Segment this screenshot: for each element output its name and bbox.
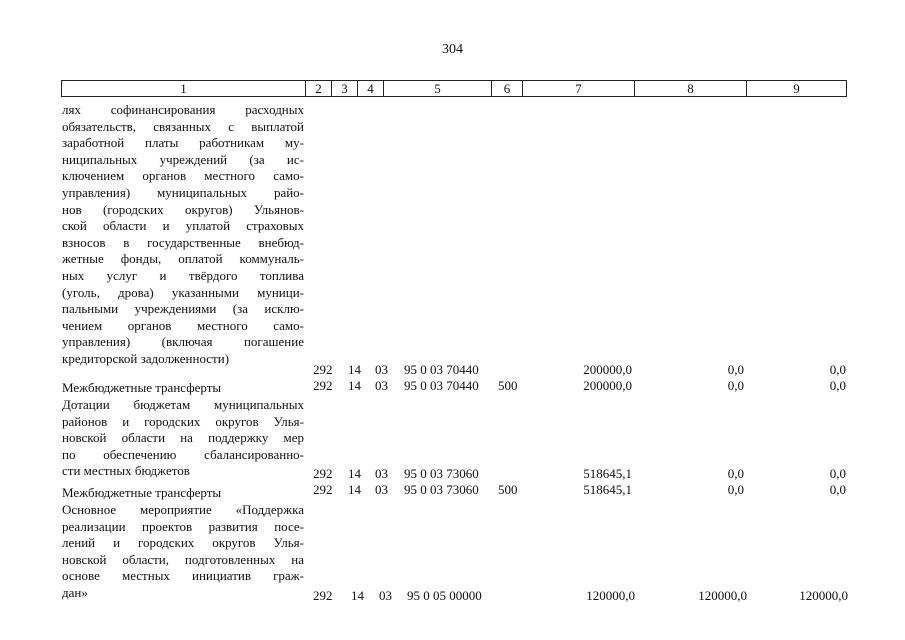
description-line: обязательств, связанных с выплатой (62, 118, 304, 134)
cell-c2: 292 (313, 588, 333, 603)
description-line: лях софинансирования расходных (62, 102, 304, 117)
description-line: Основное мероприятие «Поддержка (62, 502, 304, 517)
cell-c6: 500 (498, 482, 518, 497)
header-col-2: 2 (306, 81, 332, 96)
description-line: управления) муниципальных райо- (62, 184, 304, 200)
header-col-1: 1 (62, 81, 306, 96)
cell-c9: 0,0 (829, 466, 846, 481)
description-line: ключением органов местного само- (62, 168, 304, 184)
cell-c2: 292 (313, 466, 333, 481)
cell-c2: 292 (313, 378, 333, 393)
cell-c3: 14 (348, 466, 361, 481)
description-line: основе местных инициатив граж- (62, 568, 304, 584)
description-line: новской области, подготовленных на (62, 551, 304, 567)
cell-c5: 95 0 03 73060 (404, 482, 479, 497)
cell-c9: 120000,0 (799, 588, 848, 603)
header-col-7: 7 (523, 81, 635, 96)
description-line: кредиторской задолженности) (62, 350, 230, 366)
cell-c8: 0,0 (727, 378, 744, 393)
cell-c8: 0,0 (727, 482, 744, 497)
cell-c2: 292 (313, 482, 333, 497)
row-description (62, 102, 304, 368)
cell-c2: 292 (313, 362, 333, 377)
cell-c3: 14 (348, 378, 361, 393)
description-line: заработной платы работникам му- (62, 135, 304, 151)
cell-c8: 0,0 (727, 362, 744, 377)
cell-c4: 03 (375, 378, 388, 393)
cell-c4: 03 (379, 588, 392, 603)
header-col-9: 9 (793, 81, 800, 96)
description-line: лений и городских округов Улья- (62, 535, 304, 551)
cell-c7: 200000,0 (583, 378, 632, 393)
row-description (62, 380, 304, 397)
description-line: чением органов местного само- (62, 317, 304, 333)
description-line: районов и городских округов Улья- (62, 413, 304, 429)
cell-c7: 518645,1 (583, 482, 632, 497)
cell-c7: 518645,1 (583, 466, 632, 481)
description-line: реализации проектов развития посе- (62, 518, 304, 534)
cell-c7: 200000,0 (583, 362, 632, 377)
description-line: Дотации бюджетам муниципальных (62, 397, 304, 412)
cell-c9: 0,0 (829, 362, 846, 377)
cell-c8: 0,0 (727, 466, 744, 481)
cell-c4: 03 (375, 362, 388, 377)
cell-c3: 14 (348, 482, 361, 497)
description-line: по обеспечению сбалансированно- (62, 446, 304, 462)
cell-c4: 03 (375, 466, 388, 481)
cell-c8: 120000,0 (698, 588, 747, 603)
cell-c6: 500 (498, 378, 518, 393)
description-line: сти местных бюджетов (62, 463, 190, 479)
description-line: пальными учреждениями (за исклю- (62, 301, 304, 317)
description-line: ниципальных учреждений (за ис- (62, 151, 304, 167)
cell-c3: 14 (351, 588, 364, 603)
header-col-3: 3 (332, 81, 358, 96)
header-col-8: 8 (635, 81, 747, 96)
cell-c5: 95 0 03 70440 (404, 378, 479, 393)
cell-c5: 95 0 05 00000 (407, 588, 482, 603)
header-col-6: 6 (492, 81, 523, 96)
header-col-4: 4 (358, 81, 384, 96)
cell-c5: 95 0 03 73060 (404, 466, 479, 481)
row-description (62, 502, 304, 602)
description-line: дан» (62, 584, 88, 600)
row-description (62, 397, 304, 480)
description-line: взносов в государственные внебюд- (62, 234, 304, 250)
cell-c5: 95 0 03 70440 (404, 362, 479, 377)
header-col-5: 5 (384, 81, 492, 96)
description-line: управления) (включая погашение (62, 334, 304, 350)
cell-c7: 120000,0 (586, 588, 635, 603)
page-number: 304 (442, 42, 463, 57)
description-line: ных услуг и твёрдого топлива (62, 267, 304, 283)
description-line: ской области и уплатой страховых (62, 218, 304, 234)
cell-c3: 14 (348, 362, 361, 377)
cell-c9: 0,0 (829, 482, 846, 497)
description-line: жетные фонды, оплатой коммуналь- (62, 251, 304, 267)
cell-c9: 0,0 (829, 378, 846, 393)
description-line: (уголь, дрова) указанными муници- (62, 284, 304, 300)
row-description (62, 485, 304, 502)
description-line: Межбюджетные трансферты (62, 485, 222, 500)
description-line: новской области на поддержку мер (62, 430, 304, 446)
column-number-header (61, 80, 847, 97)
cell-c4: 03 (375, 482, 388, 497)
description-line: Межбюджетные трансферты (62, 380, 222, 395)
description-line: нов (городских округов) Ульянов- (62, 201, 304, 217)
